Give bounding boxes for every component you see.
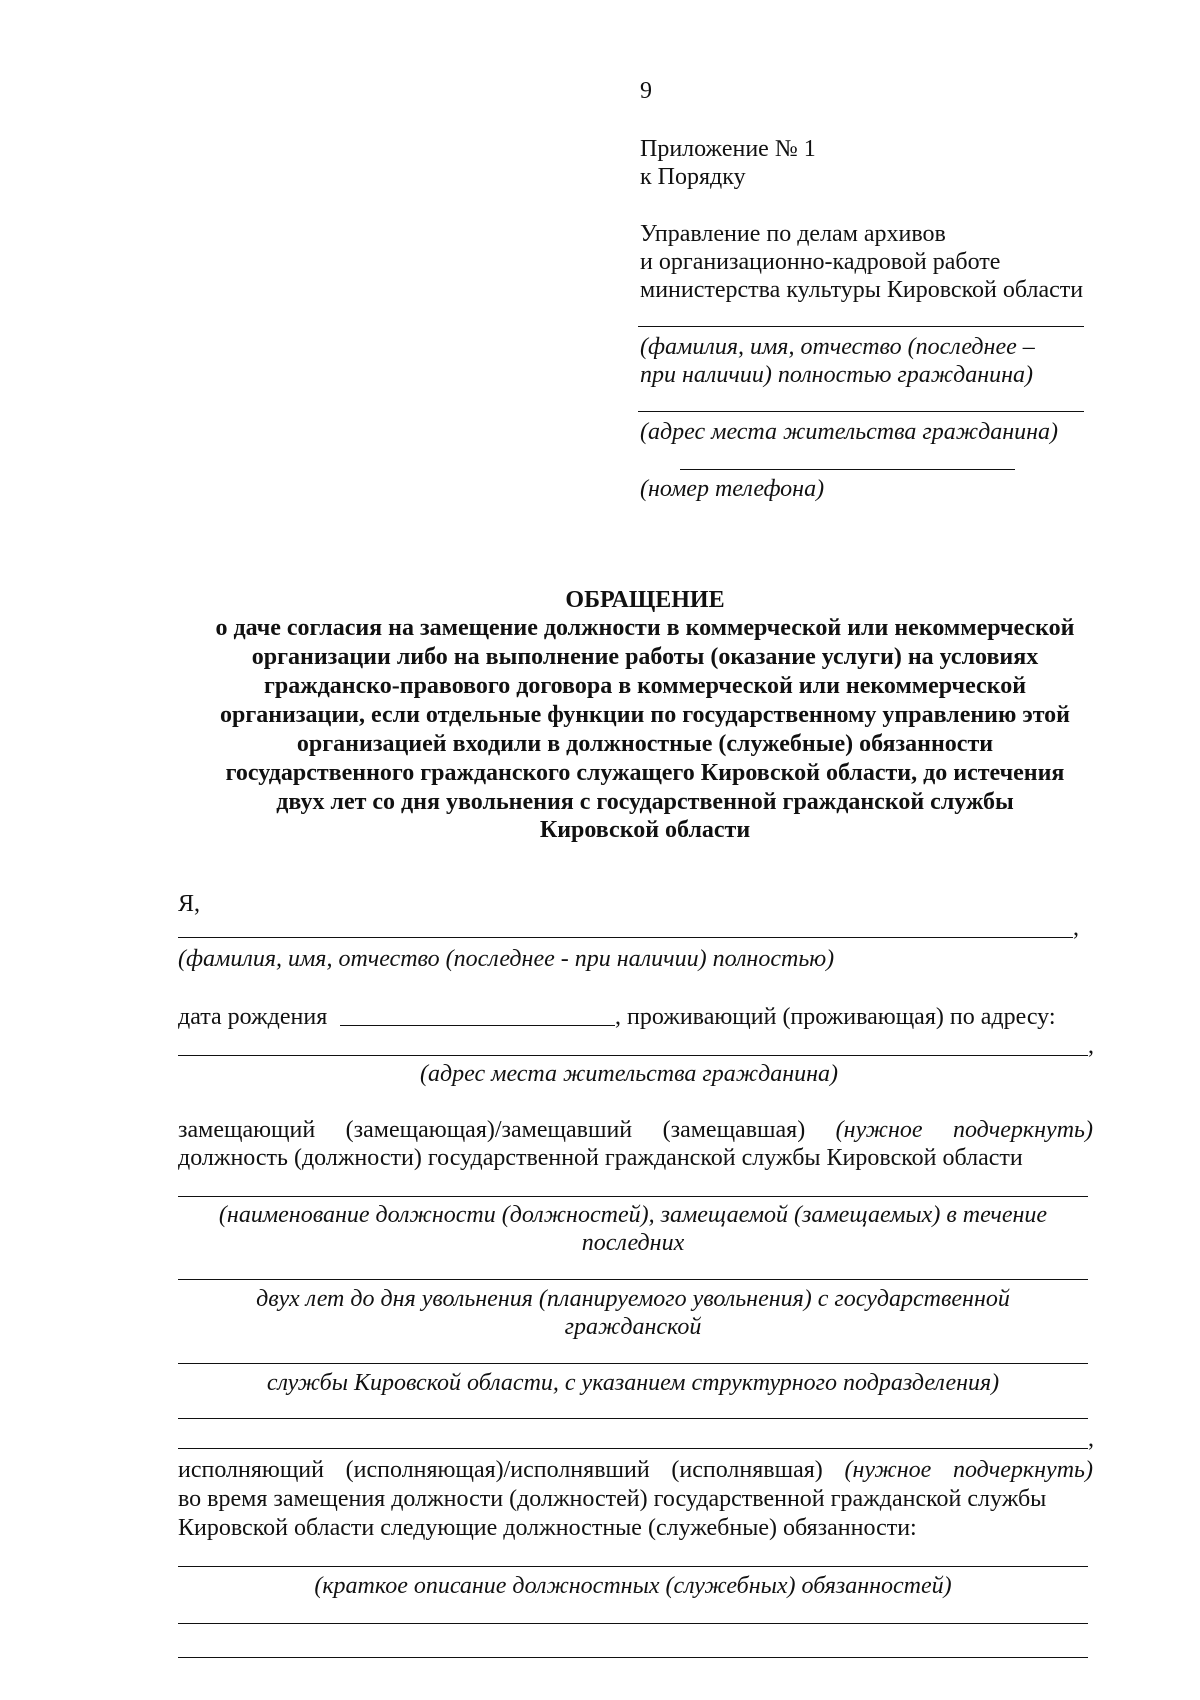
title-line-7: двух лет со дня увольнения с государственной гражданской службы (276, 789, 1014, 815)
title-line-5: организацией входили в должностные (служебные) обязанности (296, 731, 994, 757)
address-comma: , (1088, 1033, 1094, 1059)
duties-word-1: исполняющий (178, 1457, 324, 1483)
fio-hint-1: (фамилия, имя, отчество (последнее – (640, 334, 1035, 360)
recipient-line-3: министерства культуры Кировской области (640, 277, 1084, 303)
duties-line-1 (178, 1456, 1093, 1484)
holding-word-1: замещающий (178, 1117, 316, 1143)
holding-line-1 (178, 1116, 1093, 1144)
title-line-3: гражданско-правового договора в коммерческой или некоммерческой (263, 673, 1027, 699)
duties-line-blank-2[interactable] (178, 1623, 1088, 1624)
holding-word-3: (замещавшая) (662, 1117, 806, 1143)
title-line-2: организации либо на выполнение работы (оказание услуги) на условиях (251, 644, 1039, 670)
position-line-3[interactable] (178, 1363, 1088, 1364)
phone-blank-line[interactable] (680, 469, 1015, 470)
position-line-1[interactable] (178, 1196, 1088, 1197)
address-blank-line[interactable] (638, 411, 1084, 412)
fio-hint-2: при наличии) полностью гражданина) (640, 362, 1034, 388)
body-fio-hint: (фамилия, имя, отчество (последнее - при наличии) полностью) (178, 946, 835, 972)
title-line-6: государственного гражданского служащего Кировской области, до истечения (225, 760, 1065, 786)
recipient-line-2: и организационно-кадровой работе (640, 249, 1001, 275)
appendix-line-1: Приложение № 1 (640, 136, 816, 162)
duties-hint: (краткое описание должностных (служебных) обязанностей) (314, 1573, 952, 1599)
position-hint-2a: двух лет до дня увольнения (планируемого увольнения) с государственной (256, 1286, 1010, 1312)
duties-word-2: (исполняющая)/исполнявший (345, 1457, 650, 1483)
position-line-5[interactable] (178, 1448, 1088, 1449)
duties-line-3: Кировской области следующие должностные (служебные) обязанности: (178, 1515, 917, 1541)
holding-line-2: должность (должности) государственной гражданской службы Кировской области (178, 1145, 1023, 1171)
duties-line-2: во время замещения должности (должностей) государственной гражданской службы (178, 1486, 1047, 1512)
appendix-line-2: к Порядку (640, 164, 746, 190)
duties-line-blank-3[interactable] (178, 1657, 1088, 1658)
fio-comma: , (1073, 915, 1079, 941)
body-fio-line[interactable] (178, 937, 1073, 938)
recipient-line-1: Управление по делам архивов (640, 221, 946, 247)
position-comma: , (1088, 1426, 1094, 1452)
duties-word-5: подчеркнуть) (952, 1457, 1093, 1483)
position-line-4[interactable] (178, 1418, 1088, 1419)
position-hint-1b: последних (581, 1230, 685, 1256)
ya-label: Я, (178, 891, 201, 917)
title-line-1: о даче согласия на замещение должности в коммерческой или некоммерческой (215, 615, 1075, 641)
birth-date-line[interactable] (340, 1025, 615, 1026)
position-line-2[interactable] (178, 1279, 1088, 1280)
position-hint-1a: (наименование должности (должностей), замещаемой (замещаемых) в течение (218, 1202, 1048, 1228)
holding-word-2: (замещающая)/замещавший (345, 1117, 633, 1143)
fio-blank-line[interactable] (638, 326, 1084, 327)
document-title: ОБРАЩЕНИЕ (565, 587, 725, 613)
title-line-8: Кировской области (539, 817, 751, 843)
birth-date-label: дата рождения (178, 1004, 328, 1030)
position-hint-2b: гражданской (564, 1314, 702, 1340)
phone-hint: (номер телефона) (640, 476, 825, 502)
address-hint: (адрес места жительства гражданина) (640, 419, 1059, 445)
duties-word-3: (исполнявшая) (671, 1457, 823, 1483)
position-hint-3: службы Кировской области, с указанием структурного подразделения) (266, 1370, 1000, 1396)
body-address-line[interactable] (178, 1055, 1088, 1056)
body-address-hint: (адрес места жительства гражданина) (420, 1061, 839, 1087)
title-line-4: организации, если отдельные функции по государственному управлению этой (219, 702, 1071, 728)
duties-line-blank-1[interactable] (178, 1566, 1088, 1567)
holding-word-4: (нужное (835, 1117, 923, 1143)
page-number: 9 (640, 78, 652, 104)
residence-label: , проживающий (проживающая) по адресу: (615, 1004, 1056, 1030)
duties-word-4: (нужное (844, 1457, 932, 1483)
holding-word-5: подчеркнуть) (952, 1117, 1093, 1143)
